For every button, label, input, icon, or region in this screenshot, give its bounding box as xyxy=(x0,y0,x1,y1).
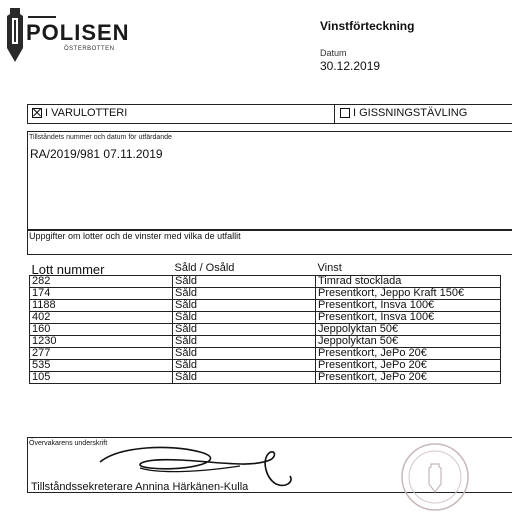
prize-row xyxy=(30,300,501,312)
prize-row xyxy=(30,336,501,348)
prize-cell: Timrad stocklada xyxy=(316,276,501,288)
prize-cell: Jeppolyktan 50€ xyxy=(316,324,501,336)
varulotteri-checkbox[interactable] xyxy=(32,108,42,118)
lot-number-cell: 282 xyxy=(30,276,173,288)
varulotteri-label: I VARULOTTERI xyxy=(45,107,128,120)
lot-number-cell: 1188 xyxy=(30,300,173,312)
sale-status-cell: Såld xyxy=(173,300,316,312)
police-badge-icon xyxy=(6,8,24,62)
permit-label: Tillståndets nummer och datum för utfärdande xyxy=(29,134,172,141)
prize-cell: Presentkort, JePo 20€ xyxy=(316,360,501,372)
sale-status-cell: Såld xyxy=(173,324,316,336)
sale-status-cell: Såld xyxy=(173,372,316,384)
signature-label: Övervakarens underskrift xyxy=(29,440,108,447)
lot-number-cell: 160 xyxy=(30,324,173,336)
prize-row xyxy=(30,372,501,384)
gissning-checkbox[interactable] xyxy=(340,108,350,118)
official-stamp-icon xyxy=(398,440,472,514)
sale-status-cell: Såld xyxy=(173,276,316,288)
sale-status-cell: Såld xyxy=(173,312,316,324)
prize-cell: Presentkort, Jeppo Kraft 150€ xyxy=(316,288,501,300)
prize-row xyxy=(30,360,501,372)
sale-status-cell: Såld xyxy=(173,336,316,348)
prize-cell: Presentkort, Insva 100€ xyxy=(316,312,501,324)
sale-status-cell: Såld xyxy=(173,360,316,372)
prize-row xyxy=(30,276,501,288)
prize-table-header xyxy=(30,262,501,276)
sale-status-cell: Såld xyxy=(173,348,316,360)
signatory-name: Tillståndssekreterare Annina Härkänen-Kulla xyxy=(31,481,249,493)
lot-number-cell: 535 xyxy=(30,360,173,372)
permit-value: RA/2019/981 07.11.2019 xyxy=(30,147,163,161)
prize-row xyxy=(30,312,501,324)
org-region: ÖSTERBOTTEN xyxy=(64,46,115,52)
logo-rule xyxy=(28,16,56,18)
gissning-option[interactable] xyxy=(340,107,467,119)
prize-table xyxy=(29,262,501,384)
gissning-label: I GISSNINGSTÄVLING xyxy=(353,107,468,120)
lot-number-cell: 402 xyxy=(30,312,173,324)
col-lot-header: Lott nummer xyxy=(30,262,173,276)
col-status-header: Såld / Osåld xyxy=(173,262,316,276)
prize-row xyxy=(30,348,501,360)
org-name: POLISEN xyxy=(26,20,130,45)
lot-number-cell: 1230 xyxy=(30,336,173,348)
lot-number-cell: 174 xyxy=(30,288,173,300)
lot-number-cell: 105 xyxy=(30,372,173,384)
document-title: Vinstförteckning xyxy=(320,19,415,33)
sale-status-cell: Såld xyxy=(173,288,316,300)
prize-row xyxy=(30,324,501,336)
date-value: 30.12.2019 xyxy=(320,59,381,73)
prize-cell: Jeppolyktan 50€ xyxy=(316,336,501,348)
varulotteri-option[interactable] xyxy=(32,107,127,119)
lot-number-cell: 277 xyxy=(30,348,173,360)
lottery-type-divider xyxy=(334,104,335,124)
date-label: Datum xyxy=(320,48,347,58)
prizes-section-label: Uppgifter om lotter och de vinster med vilka de utfallit xyxy=(29,231,241,241)
prize-row xyxy=(30,288,501,300)
col-prize-header: Vinst xyxy=(316,262,501,276)
permit-box xyxy=(27,131,512,231)
prize-cell: Presentkort, JePo 20€ xyxy=(316,372,501,384)
prize-cell: Presentkort, JePo 20€ xyxy=(316,348,501,360)
prize-cell: Presentkort, Insva 100€ xyxy=(316,300,501,312)
